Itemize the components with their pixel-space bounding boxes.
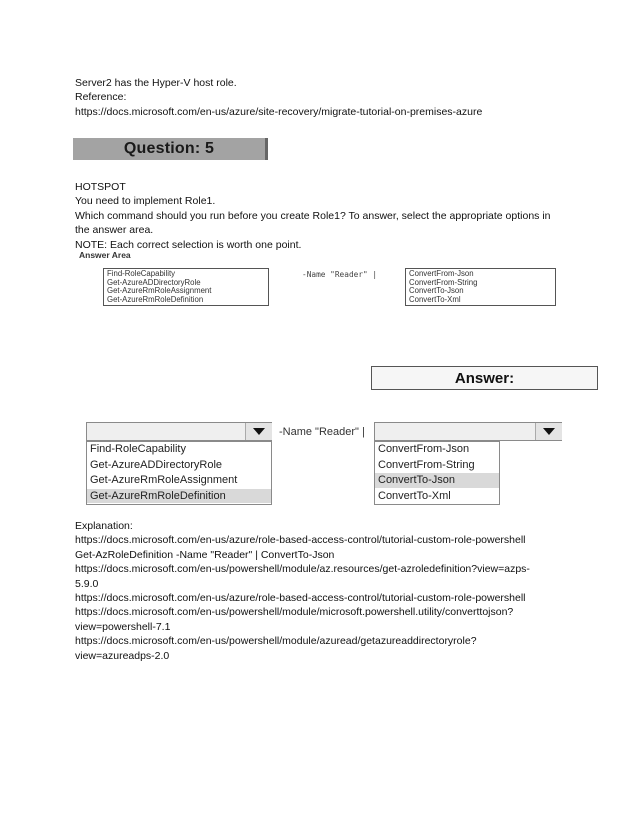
dropdown-header[interactable]: [86, 422, 272, 441]
chevron-down-icon: [543, 428, 555, 435]
dropdown-option-selected[interactable]: ConvertTo-Json: [375, 473, 499, 489]
answer-label: Answer:: [454, 369, 515, 387]
list-item: Get-AzureRmRoleAssignment: [107, 286, 212, 296]
chevron-down-icon: [253, 428, 265, 435]
dropdown-option[interactable]: ConvertTo-Xml: [375, 489, 499, 505]
explanation-link[interactable]: https://docs.microsoft.com/en-us/azure/role-based-access-control/tutorial-custom-role-powershell: [75, 592, 526, 605]
dropdown-options: [374, 441, 500, 505]
dropdown-option[interactable]: Get-AzureADDirectoryRole: [87, 458, 271, 474]
list-item: Get-AzureADDirectoryRole: [107, 277, 201, 287]
dropdown-option-selected[interactable]: Get-AzureRmRoleDefinition: [87, 489, 271, 505]
reference-link[interactable]: https://docs.microsoft.com/en-us/azure/site-recovery/migrate-tutorial-on-premises-azure: [75, 105, 483, 118]
dropdown-header[interactable]: [374, 422, 562, 441]
intro-line: Server2 has the Hyper-V host role.: [75, 77, 237, 89]
question-banner-label: Question: 5: [123, 140, 215, 157]
explanation-block: [75, 519, 565, 663]
explanation-line: view=azureadps-2.0: [75, 649, 170, 662]
explanation-link[interactable]: https://docs.microsoft.com/en-us/azure/role-based-access-control/tutorial-custom-role-powershell: [75, 534, 526, 547]
dropdown-option[interactable]: Get-AzureRmRoleAssignment: [87, 473, 271, 489]
explanation-line: 5.9.0: [75, 577, 99, 590]
dropdown-toggle-button[interactable]: [245, 423, 272, 440]
explanation-heading: Explanation:: [75, 520, 133, 532]
question-line: the answer area.: [75, 224, 154, 237]
explanation-link[interactable]: https://docs.microsoft.com/en-us/powershell/module/microsoft.powershell.utility/converttojson?: [75, 606, 514, 619]
list-item: ConvertTo-Json: [409, 286, 464, 296]
answer-area-right-list: [405, 268, 556, 306]
question-line: Which command should you run before you create Role1? To answer, select the appropriate options in: [75, 209, 551, 222]
intro-line: Reference:: [75, 91, 127, 104]
dropdown-toggle-button[interactable]: [535, 423, 562, 440]
explanation-link[interactable]: https://docs.microsoft.com/en-us/powershell/module/az.resources/get-azroledefinition?view=azps-: [75, 563, 530, 576]
answer-middle-text: -Name "Reader" |: [279, 426, 365, 438]
list-item: ConvertTo-Xml: [409, 294, 461, 304]
answer-area-middle-text: -Name "Reader" |: [302, 270, 378, 279]
dropdown-options: [86, 441, 272, 505]
answer-area-label: Answer Area: [79, 250, 131, 260]
dropdown-option[interactable]: ConvertFrom-Json: [375, 442, 499, 458]
explanation-link[interactable]: https://docs.microsoft.com/en-us/powershell/module/azuread/getazureaddirectoryrole?: [75, 635, 477, 648]
explanation-line: Get-AzRoleDefinition -Name "Reader" | ConvertTo-Json: [75, 548, 335, 561]
question-block: [75, 180, 565, 252]
list-item: ConvertFrom-Json: [409, 269, 474, 278]
answer-area-left-list: [103, 268, 269, 306]
intro-block: [75, 76, 565, 119]
question-type: HOTSPOT: [75, 181, 126, 193]
question-banner: [73, 138, 268, 160]
question-note: NOTE: Each correct selection is worth one point.: [75, 238, 302, 251]
question-line: You need to implement Role1.: [75, 195, 216, 208]
dropdown-option[interactable]: ConvertFrom-String: [375, 458, 499, 474]
list-item: Find-RoleCapability: [107, 269, 176, 278]
explanation-line: view=powershell-7.1: [75, 620, 171, 633]
list-item: Get-AzureRmRoleDefinition: [107, 294, 204, 304]
dropdown-option[interactable]: Find-RoleCapability: [87, 442, 271, 458]
list-item: ConvertFrom-String: [409, 277, 478, 287]
answer-label-box: [371, 366, 598, 390]
